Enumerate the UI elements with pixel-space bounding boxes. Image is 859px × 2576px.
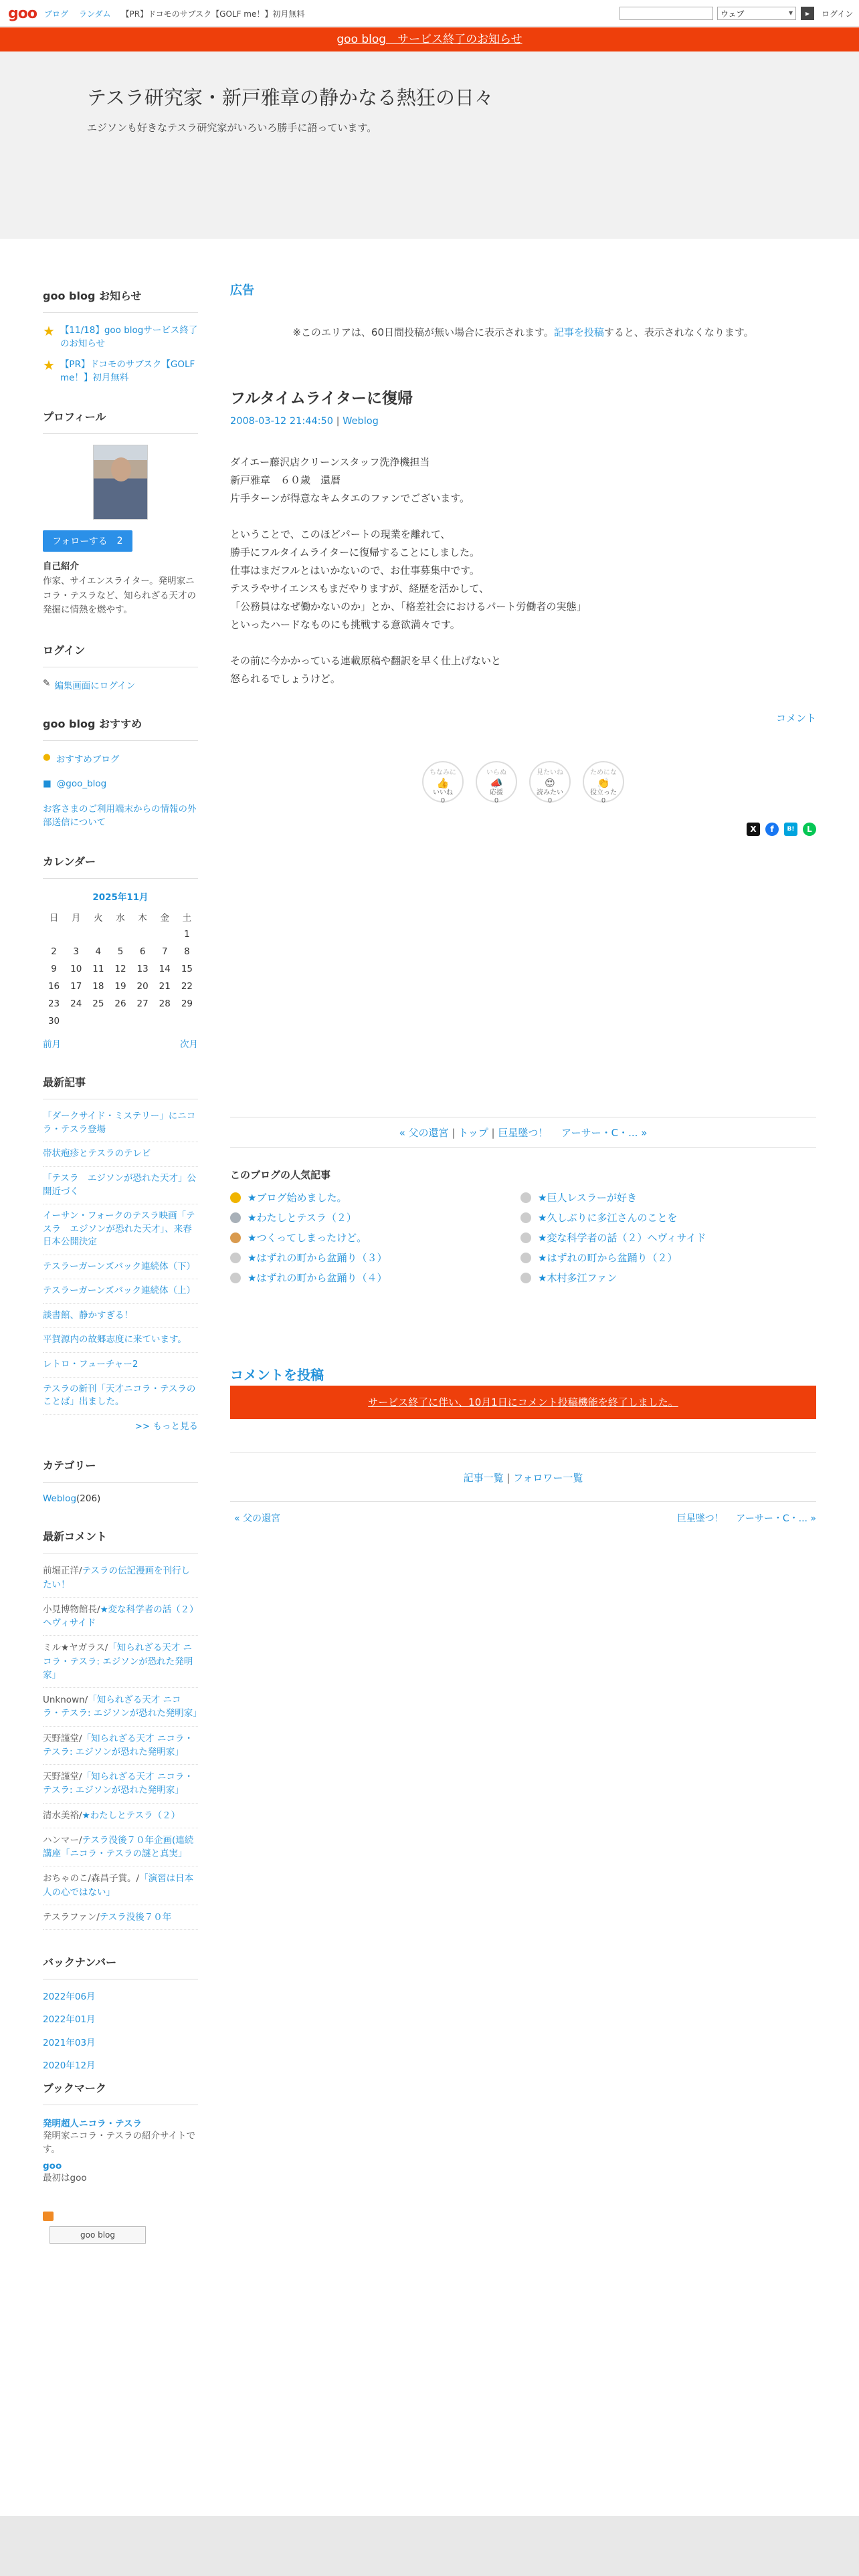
reaction-count: 0: [601, 797, 606, 804]
nav-pr[interactable]: 【PR】ドコモのサブスク【GOLF me！】初月無料: [121, 9, 305, 19]
reaction-caption: ちなみに: [430, 769, 456, 776]
bottom-nav: [230, 1511, 816, 1525]
news-item[interactable]: 【11/18】goo blogサービス終了のお知らせ: [60, 325, 198, 350]
calendar-day: [132, 926, 154, 943]
calendar-day: 6: [139, 946, 146, 958]
star-icon: ★: [43, 323, 55, 339]
recommend-section: [43, 716, 198, 830]
weekday: 月: [71, 913, 81, 924]
rank-icon: [230, 1253, 241, 1263]
recent-post-link[interactable]: テスラの新刊「天才ニコラ・テスラのことば」出ました。: [43, 1383, 198, 1415]
news-section: [43, 288, 198, 385]
weekday: 水: [116, 913, 125, 924]
reaction-count: 0: [547, 797, 553, 804]
ad-note-pre: ※このエリアは、60日間投稿が無い場合に表示されます。: [292, 326, 554, 338]
calendar-day: 9: [51, 964, 57, 975]
calendar-day: [87, 926, 109, 943]
body-line: 仕事はまだフルとはいかないので、お仕事募集中です。: [230, 564, 480, 576]
body-line: 怒られるでしょうけど。: [230, 673, 341, 685]
blog-title[interactable]: テスラ研究家・新戸雅章の静かなる熱狂の日々: [87, 86, 494, 109]
reaction-label: いいね: [433, 789, 453, 796]
calendar-heading: カレンダー: [43, 853, 198, 879]
comment-closed-link[interactable]: サービス終了に伴い、10月1日にコメント投稿機能を終了しました。: [368, 1396, 678, 1408]
calendar-day: [109, 1012, 131, 1030]
rank-icon: [520, 1212, 531, 1223]
next-post-link[interactable]: 巨星墜つ！: [498, 1127, 549, 1139]
category-link[interactable]: Weblog: [43, 1493, 77, 1505]
category-count: (206): [76, 1493, 101, 1505]
backnumber-link[interactable]: 2021年03月: [43, 2037, 96, 2048]
calendar-day: 27: [136, 998, 149, 1010]
comment-post-link[interactable]: テスラ没後７０年: [99, 1911, 172, 1923]
calendar-day: 2: [51, 946, 57, 958]
login-heading: ログイン: [43, 642, 198, 667]
rank-icon: [520, 1253, 531, 1263]
x-share-icon[interactable]: X: [747, 823, 760, 836]
search-scope-select[interactable]: ウェブ ▾: [717, 7, 796, 20]
calendar-day: 18: [92, 981, 104, 992]
post-pager: « 父の還宮 | トップ | 巨星墜つ！ アーサー・C・... »: [230, 1117, 816, 1148]
comment-post-link[interactable]: 「演習は日本人の心ではない」: [43, 1873, 194, 1898]
prev-post-link[interactable]: « 父の還宮: [399, 1127, 449, 1139]
comment-closed-notice: [230, 1386, 816, 1419]
calendar-day: 22: [181, 981, 193, 992]
self-intro-text: 作家、サイエンスライター。発明家ニコラ・テスラなど、知られざる天才の発掘に情熱を燃やす。: [43, 576, 196, 616]
calendar-day: [65, 1012, 87, 1030]
reaction-caption: ためにな: [590, 769, 617, 776]
login-section: [43, 642, 198, 691]
comment-author: ハンマー/: [43, 1834, 82, 1846]
clap-icon: 👏: [597, 777, 610, 789]
popular-posts: [230, 1168, 816, 1286]
comment-post-link[interactable]: 「知られざる天才 ニコラ・テスラ: エジソンが恐れた発明家」: [43, 1733, 193, 1757]
comment-author: おちゃのこ/森昌子賞。/: [43, 1873, 140, 1885]
backnumber-link[interactable]: 2022年01月: [43, 2014, 96, 2026]
calendar-day: 21: [159, 981, 171, 992]
calendar-day: [109, 926, 131, 943]
reactions: [230, 761, 816, 802]
recent-comments-section: [43, 1528, 202, 1930]
pencil-icon: ✎: [43, 677, 51, 689]
next-post-link-2[interactable]: アーサー・C・... »: [561, 1127, 648, 1139]
crown-gold-icon: [230, 1192, 241, 1203]
body-line: といったハードなものにも挑戦する意欲満々です。: [230, 619, 460, 631]
calendar-day: 24: [70, 998, 82, 1010]
body-line: 片手ターンが得意なキムタエのファンでございます。: [230, 492, 470, 504]
rank-icon: [230, 1273, 241, 1283]
recent-post-link[interactable]: 帯状疱疹とテスラのテレビ: [43, 1148, 198, 1167]
calendar-day: 8: [184, 946, 190, 958]
backnumber-section: [43, 1954, 198, 2071]
calendar-day: [154, 1012, 176, 1030]
recent-post-link[interactable]: テスラーガーンズバック連続体（上）: [43, 1285, 198, 1304]
comment-author: 天野謹堂/: [43, 1772, 82, 1783]
follow-button[interactable]: [43, 530, 132, 552]
list-links: 記事一覧 | フォロワー一覧: [230, 1453, 816, 1502]
popular-post-link[interactable]: ★はずれの町から盆踊り（４）: [248, 1272, 387, 1284]
bottom-next-link[interactable]: 巨星墜つ！: [676, 1513, 724, 1524]
calendar-next[interactable]: 次月: [180, 1039, 198, 1051]
comment-post-link[interactable]: 「知られざる天才 ニコラ・テスラ: エジソンが恐れた発明家」: [43, 1772, 193, 1796]
bookmark-heading: ブックマーク: [43, 2080, 198, 2105]
blog-header: [0, 51, 859, 239]
search-button[interactable]: [801, 7, 814, 20]
news-heading: goo blog お知らせ: [43, 288, 198, 313]
body-line: [230, 508, 816, 526]
more-posts-link[interactable]: >> もっと見る: [134, 1420, 198, 1432]
bookmark-link[interactable]: goo: [43, 2160, 62, 2171]
weekday: 火: [94, 913, 103, 924]
recent-post-link[interactable]: 「ダークサイド・ミステリー」にニコラ・テスラ登場: [43, 1110, 198, 1142]
ad-note: [230, 325, 816, 339]
nav-blog[interactable]: ブログ: [44, 9, 69, 19]
calendar-day: 1: [184, 929, 190, 940]
weekday: 木: [138, 913, 147, 924]
reaction-count: 0: [494, 797, 499, 804]
bulb-icon: ●: [43, 751, 51, 762]
comments-heading: 最新コメント: [43, 1528, 198, 1553]
calendar-day: 30: [47, 1016, 60, 1027]
body-line: ということで、このほどパートの現業を離れて、: [230, 528, 451, 540]
crown-bronze-icon: [230, 1232, 241, 1243]
popular-post-link[interactable]: ★わたしとテスラ（２）: [248, 1212, 357, 1224]
backnumber-heading: バックナンバー: [43, 1954, 198, 1979]
comment-post-link[interactable]: ★わたしとテスラ（２）: [82, 1810, 181, 1821]
calendar-day: 7: [161, 946, 168, 958]
search-go-icon: ▸: [805, 9, 810, 18]
calendar-day: 4: [95, 946, 102, 958]
calendar-month: 2025年11月: [92, 892, 149, 903]
body-line: [230, 634, 816, 652]
comment-author: 清水美裕/: [43, 1810, 82, 1821]
calendar-day: [65, 926, 87, 943]
rank-icon: [520, 1232, 531, 1243]
recent-posts-section: [43, 1074, 198, 1433]
popular-post-link[interactable]: ★変な科学者の話（２）ヘヴィサイド: [538, 1232, 706, 1244]
news-item[interactable]: 【PR】ドコモのサブスク【GOLF me！】初月無料: [60, 358, 195, 383]
recent-heading: 最新記事: [43, 1074, 198, 1099]
recent-post-link[interactable]: レトロ・フューチャー2: [43, 1358, 198, 1378]
comment-author: 天野謹堂/: [43, 1733, 82, 1744]
crown-silver-icon: [230, 1212, 241, 1223]
calendar-day: [87, 1012, 109, 1030]
calendar-day: 12: [114, 964, 126, 975]
bookmark-desc: 最初はgoo: [43, 2172, 87, 2183]
reaction-count: 0: [440, 797, 446, 804]
calendar-day: 23: [47, 998, 60, 1010]
calendar-section: [43, 853, 198, 1050]
comment-author: Unknown/: [43, 1695, 88, 1706]
post-date: 2008-03-12 21:44:50: [230, 416, 333, 427]
hatena-share-icon[interactable]: B!: [784, 823, 797, 836]
post-title: フルタイムライターに復帰: [230, 390, 413, 407]
weekday: 土: [182, 913, 192, 924]
calendar-day: 13: [136, 964, 149, 975]
profile-section: [43, 409, 198, 618]
service-end-notice: [0, 27, 859, 51]
rss-icon[interactable]: [43, 2212, 54, 2221]
calendar-day: 28: [159, 998, 171, 1010]
body-line: 勝手にフルタイムライターに復帰することにしました。: [230, 546, 480, 558]
body-line: テスラやサイエンスもまだやりますが、経歴を活かして、: [230, 582, 490, 595]
comment-form-heading: コメントを投稿: [230, 1367, 324, 1383]
category-heading: カテゴリー: [43, 1457, 198, 1483]
bookmark-section: [43, 2080, 198, 2244]
comment-post-link[interactable]: 「知られざる天才 ニコラ・テスラ: エジソンが恐れた発明家」: [43, 1642, 193, 1681]
calendar-table: [43, 908, 198, 1030]
footer: [0, 2516, 859, 2576]
reaction-caption: 見たいね: [537, 769, 563, 776]
comment-post-link[interactable]: テスラの伝記漫画を刊行したい！: [43, 1566, 191, 1590]
reaction-label: 応援: [490, 789, 503, 796]
comment-post-link[interactable]: テスラ没後７０年企画(連続講座「ニコラ・テスラの謎と真実」: [43, 1834, 194, 1860]
search-input[interactable]: [619, 7, 713, 20]
profile-photo[interactable]: [93, 445, 148, 520]
reaction-label: 読みたい: [537, 789, 563, 796]
nav-random[interactable]: ランダム: [79, 9, 111, 19]
follower-count: 2: [116, 536, 123, 546]
recent-post-link[interactable]: 平賀源内の故郷志度に来ています。: [43, 1333, 198, 1353]
calendar-day: 10: [70, 964, 82, 975]
recommend-heading: goo blog おすすめ: [43, 716, 198, 741]
body-line: 「公務員はなぜ働かないのか」とか、「格差社会におけるパート労働者の実態」: [230, 601, 587, 613]
calendar-day: 17: [70, 981, 82, 992]
calendar-day: 14: [159, 964, 171, 975]
external-transmission-link[interactable]: お客さまのご利用端末からの情報の外部送信について: [43, 803, 197, 829]
backnumber-list[interactable]: [43, 1990, 198, 2071]
calendar-day: [154, 926, 176, 943]
megaphone-icon: 📣: [490, 777, 503, 789]
comment-post-link[interactable]: ★変な科学者の話（２）ヘヴィサイド: [43, 1604, 194, 1629]
calendar-day: 25: [92, 998, 104, 1010]
calendar-day: [176, 1012, 198, 1030]
popular-post-link[interactable]: ★久しぶりに多江さんのことを: [538, 1212, 678, 1224]
post-list-link[interactable]: 記事一覧: [463, 1472, 504, 1484]
popular-post-link[interactable]: ★ブログ始めました。: [248, 1192, 347, 1204]
calendar-day: 26: [114, 998, 126, 1010]
comment-author: ミル★ヤガラス/: [43, 1642, 108, 1654]
top-bar: [0, 0, 859, 27]
bottom-next-link-2[interactable]: アーサー・C・... »: [736, 1513, 816, 1524]
self-intro-title: 自己紹介: [43, 561, 79, 572]
goo-blog-badge[interactable]: goo blog: [50, 2226, 146, 2244]
login-link[interactable]: ログイン: [822, 9, 854, 19]
ad-label: 広告: [230, 284, 254, 298]
weekday: 日: [49, 913, 59, 924]
bottom-prev-link[interactable]: « 父の還宮: [234, 1513, 281, 1524]
weekday: 金: [160, 913, 170, 924]
reaction-helpful-button[interactable]: [583, 761, 624, 802]
comment-author: テスラファン/: [43, 1911, 100, 1923]
edit-login-link[interactable]: 編集画面にログイン: [54, 680, 136, 691]
post-article-link[interactable]: 記事を投稿: [553, 326, 604, 338]
goo-logo[interactable]: goo: [8, 5, 37, 22]
follower-list-link[interactable]: フォロワー一覧: [513, 1472, 583, 1484]
recent-post-link[interactable]: 「テスラ エジソンが恐れた天才」公開近づく: [43, 1172, 198, 1204]
body-line: 新戸雅章 ６０歳 還暦: [230, 474, 341, 486]
sidebar: [43, 288, 202, 2268]
backnumber-link[interactable]: 2020年12月: [43, 2060, 96, 2071]
main-content: [230, 281, 816, 1524]
popular-heading: このブログの人気記事: [230, 1169, 331, 1181]
comment-author: 前堀正洋/: [43, 1566, 82, 1577]
reaction-label: 役立った: [590, 789, 617, 796]
popular-post-link[interactable]: ★はずれの町から盆踊り（３）: [248, 1252, 387, 1264]
body-line: ダイエー藤沢店クリーンスタッフ洗浄機担当: [230, 456, 430, 468]
calendar-day: 5: [117, 946, 124, 958]
calendar-prev[interactable]: 前月: [43, 1039, 61, 1051]
recommend-blog-link[interactable]: おすすめブログ: [56, 754, 120, 765]
top-nav: [44, 8, 304, 19]
bookmark-link[interactable]: 発明超人ニコラ・テスラ: [43, 2119, 142, 2130]
top-link[interactable]: トップ: [458, 1127, 488, 1139]
calendar-day: 29: [181, 998, 193, 1010]
reaction-support-button[interactable]: [476, 761, 517, 802]
comment-link[interactable]: コメント: [775, 712, 816, 724]
comment-post-link[interactable]: 「知られざる天才 ニコラ・テスラ: エジソンが恐れた発明家」: [43, 1695, 202, 1719]
share-buttons: [230, 823, 816, 836]
star-icon: ★: [43, 356, 55, 373]
reaction-like-button[interactable]: [422, 761, 464, 802]
rank-icon: [520, 1192, 531, 1203]
facebook-share-icon[interactable]: f: [765, 823, 779, 836]
calendar-day: 3: [73, 946, 79, 958]
calendar-day: 15: [181, 964, 193, 975]
backnumber-link[interactable]: 2022年06月: [43, 1992, 96, 2003]
calendar-day: 20: [136, 981, 149, 992]
popular-post-link[interactable]: ★木村多江ファン: [538, 1272, 617, 1284]
follow-label: フォローする: [52, 536, 108, 547]
twitter-icon: ■: [43, 778, 52, 789]
rank-icon: [520, 1273, 531, 1283]
heart-eyes-icon: 😍: [545, 777, 555, 789]
comment-author: 小見博物館長/: [43, 1604, 100, 1615]
post-category-link[interactable]: Weblog: [343, 416, 379, 427]
calendar-day: 19: [114, 981, 126, 992]
bookmark-desc: 発明家ニコラ・テスラの紹介サイトです。: [43, 2131, 196, 2155]
calendar-day: [132, 1012, 154, 1030]
profile-heading: プロフィール: [43, 409, 198, 434]
ad-note-post: すると、表示されなくなります。: [603, 326, 754, 338]
thumbs-up-icon: 👍: [436, 777, 450, 789]
line-share-icon[interactable]: L: [803, 823, 816, 836]
service-end-link[interactable]: goo blog サービス終了のお知らせ: [337, 33, 522, 46]
reaction-want-read-button[interactable]: [529, 761, 571, 802]
body-line: その前に今かかっている連載原稿や翻訳を早く仕上げないと: [230, 655, 502, 667]
post-meta: 2008-03-12 21:44:50 | Weblog: [230, 416, 379, 427]
post-body: [230, 453, 816, 688]
calendar-day: 11: [92, 964, 104, 975]
blog-description: エジソンも好きなテスラ研究家がいろいろ勝手に語っています。: [87, 122, 377, 134]
category-section: [43, 1457, 198, 1504]
calendar-day: 16: [47, 981, 60, 992]
recent-post-link[interactable]: 談書館、静かすぎる！: [43, 1309, 198, 1329]
goo-blog-twitter-link[interactable]: @goo_blog: [56, 778, 107, 789]
reaction-caption: いらぬ: [486, 769, 506, 776]
popular-post-link[interactable]: ★つくってしまったけど。: [248, 1232, 367, 1244]
recent-post-link[interactable]: テスラーガーンズバック連続体（下）: [43, 1261, 198, 1280]
popular-post-link[interactable]: ★巨人レスラーが好き: [538, 1192, 637, 1204]
calendar-day: [43, 926, 65, 943]
popular-post-link[interactable]: ★はずれの町から盆踊り（２）: [538, 1252, 678, 1264]
recent-post-link[interactable]: イーサン・フォークのテスラ映画「テスラ エジソンが恐れた天才」、来春日本公開決定: [43, 1210, 198, 1255]
